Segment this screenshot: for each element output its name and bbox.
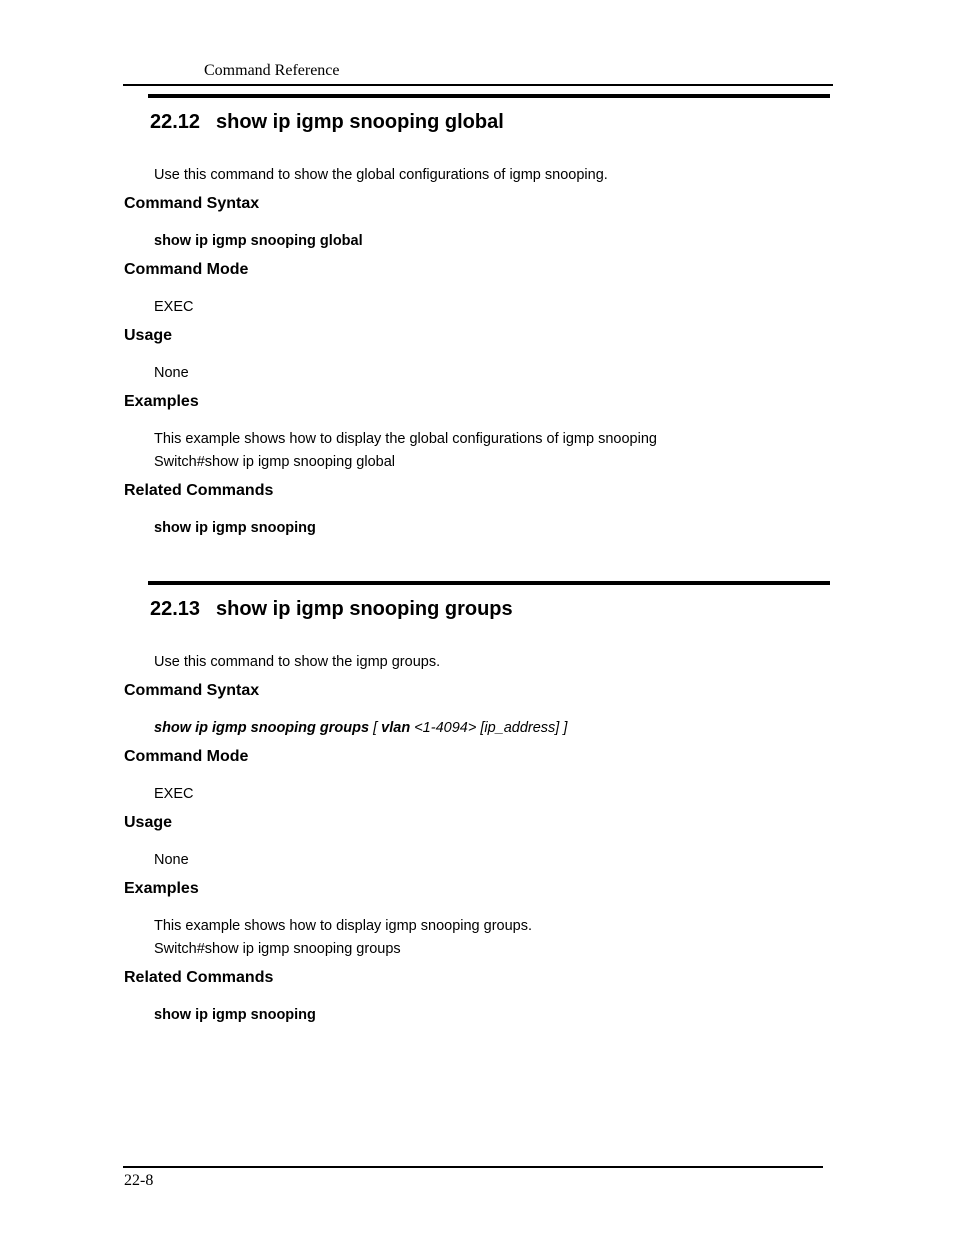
command-syntax bbox=[154, 720, 567, 736]
syntax-command: show ip igmp snooping groups bbox=[154, 720, 370, 736]
command-mode: EXEC bbox=[154, 299, 194, 315]
command-mode-heading: Command Mode bbox=[124, 748, 249, 765]
example-description: This example shows how to display the global configurations of igmp snooping bbox=[154, 431, 657, 447]
footer-rule bbox=[123, 1166, 823, 1168]
section-rule bbox=[148, 581, 830, 585]
header-rule bbox=[123, 84, 833, 86]
example-command: Switch#show ip igmp snooping groups bbox=[154, 941, 401, 957]
command-syntax-heading: Command Syntax bbox=[124, 195, 260, 212]
command-mode-heading: Command Mode bbox=[124, 261, 249, 278]
command-syntax-heading: Command Syntax bbox=[124, 682, 260, 699]
section-description: Use this command to show the global configurations of igmp snooping. bbox=[154, 167, 608, 183]
section-number: 22.12 bbox=[150, 111, 201, 133]
related-commands-heading: Related Commands bbox=[124, 482, 274, 499]
section-title-text: show ip igmp snooping groups bbox=[216, 598, 513, 620]
usage-text: None bbox=[154, 365, 189, 381]
example-command: Switch#show ip igmp snooping global bbox=[154, 454, 396, 470]
syntax-bracket: [ bbox=[369, 720, 382, 736]
section-number: 22.13 bbox=[150, 598, 201, 620]
section-rule bbox=[148, 94, 830, 98]
syntax-arguments: <1-4094> [ip_address] ] bbox=[410, 720, 568, 736]
section-title bbox=[150, 111, 504, 134]
section-title-text: show ip igmp snooping global bbox=[216, 111, 504, 133]
page-number: 22-8 bbox=[124, 1172, 154, 1189]
usage-heading: Usage bbox=[124, 327, 173, 344]
command-syntax: show ip igmp snooping global bbox=[154, 233, 363, 249]
section-description: Use this command to show the igmp groups. bbox=[154, 654, 441, 670]
syntax-keyword: vlan bbox=[381, 720, 411, 736]
usage-text: None bbox=[154, 852, 189, 868]
command-mode: EXEC bbox=[154, 786, 194, 802]
examples-heading: Examples bbox=[124, 880, 199, 897]
running-header: Command Reference bbox=[204, 62, 340, 79]
usage-heading: Usage bbox=[124, 814, 173, 831]
examples-heading: Examples bbox=[124, 393, 199, 410]
related-command: show ip igmp snooping bbox=[154, 520, 316, 536]
section-title bbox=[150, 598, 513, 621]
related-commands-heading: Related Commands bbox=[124, 969, 274, 986]
related-command: show ip igmp snooping bbox=[154, 1007, 316, 1023]
example-description: This example shows how to display igmp snooping groups. bbox=[154, 918, 533, 934]
